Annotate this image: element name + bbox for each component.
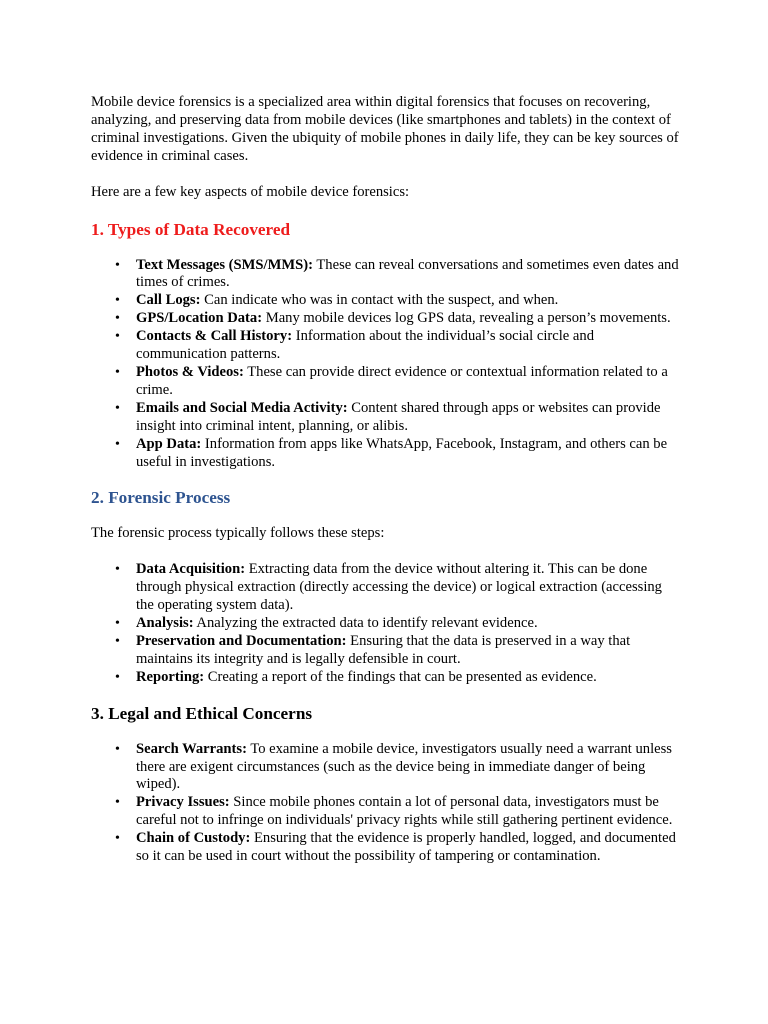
item-text: Since mobile phones contain a lot of personal data, investigators must be careful not to infringe on individuals' privacy rights while still gathering pertinent evidence. xyxy=(136,794,673,829)
item-term: GPS/Location Data: xyxy=(136,310,263,327)
item-term: Data Acquisition: xyxy=(136,561,246,578)
item-term: Analysis: xyxy=(136,615,194,632)
list-item xyxy=(136,364,680,400)
item-term: Privacy Issues: xyxy=(136,794,230,811)
item-text: Creating a report of the findings that can be presented as evidence. xyxy=(204,668,597,685)
list-item xyxy=(136,633,680,669)
item-term: Call Logs: xyxy=(136,292,201,309)
lead-paragraph: Here are a few key aspects of mobile device forensics: xyxy=(91,183,410,200)
list-item xyxy=(136,328,680,364)
item-text: Information about the individual’s social circle and communication patterns. xyxy=(136,328,594,363)
list-item xyxy=(136,400,680,436)
item-term: Photos & Videos: xyxy=(136,363,244,380)
list-item xyxy=(136,257,680,293)
item-text: Information from apps like WhatsApp, Facebook, Instagram, and others can be useful in investigations. xyxy=(136,435,668,470)
item-term: App Data: xyxy=(136,435,202,452)
item-text: These can reveal conversations and sometimes even dates and times of crimes. xyxy=(136,256,679,291)
intro-paragraph: Mobile device forensics is a specialized area within digital forensics that focuses on recovering, analyzing, and preserving data from mobile devices (like smartphones and tablets) in the context of criminal investigations. Given the ubiquity of mobile phones in daily life, they can be key sources of evidence in criminal cases. xyxy=(91,94,679,164)
forensic-process-list xyxy=(91,561,680,686)
list-item xyxy=(136,310,680,328)
item-text: Ensuring that the data is preserved in a way that maintains its integrity and is legally defensible in court. xyxy=(136,632,631,667)
item-text: Many mobile devices log GPS data, revealing a person’s movements. xyxy=(262,310,671,327)
list-item xyxy=(136,436,680,472)
item-text: Content shared through apps or websites can provide insight into criminal intent, planning, or alibis. xyxy=(136,399,661,434)
list-item xyxy=(136,830,680,866)
item-term: Contacts & Call History: xyxy=(136,328,293,345)
item-text: Extracting data from the device without altering it. This can be done through physical extraction (directly accessing the device) or logical extraction (accessing the operating system data). xyxy=(136,561,662,614)
list-item xyxy=(136,741,680,795)
item-text: These can provide direct evidence or contextual information related to a crime. xyxy=(136,363,668,398)
item-text: Ensuring that the evidence is properly handled, logged, and documented so it can be used in court without the possibility of tampering or contamination. xyxy=(136,830,676,865)
list-item xyxy=(136,292,680,310)
item-term: Preservation and Documentation: xyxy=(136,632,347,649)
types-of-data-list xyxy=(91,257,680,472)
item-term: Text Messages (SMS/MMS): xyxy=(136,256,313,273)
item-term: Chain of Custody: xyxy=(136,830,251,847)
item-term: Search Warrants: xyxy=(136,740,247,757)
section-heading-types-of-data: 1. Types of Data Recovered xyxy=(91,219,291,239)
legal-ethical-list xyxy=(91,741,680,866)
item-text: Can indicate who was in contact with the suspect, and when. xyxy=(200,292,559,309)
list-item xyxy=(136,615,680,633)
list-item xyxy=(136,561,680,615)
forensic-process-paragraph: The forensic process typically follows these steps: xyxy=(91,525,385,542)
list-item xyxy=(136,669,680,687)
item-text: To examine a mobile device, investigators usually need a warrant unless there are exigent circumstances (such as the device being in immediate danger of being wiped). xyxy=(136,740,672,793)
section-heading-forensic-process: 2. Forensic Process xyxy=(91,488,231,508)
item-text: Analyzing the extracted data to identify relevant evidence. xyxy=(193,615,538,632)
item-term: Emails and Social Media Activity: xyxy=(136,399,348,416)
list-item xyxy=(136,794,680,830)
item-term: Reporting: xyxy=(136,668,205,685)
section-heading-legal-ethical: 3. Legal and Ethical Concerns xyxy=(91,703,313,723)
